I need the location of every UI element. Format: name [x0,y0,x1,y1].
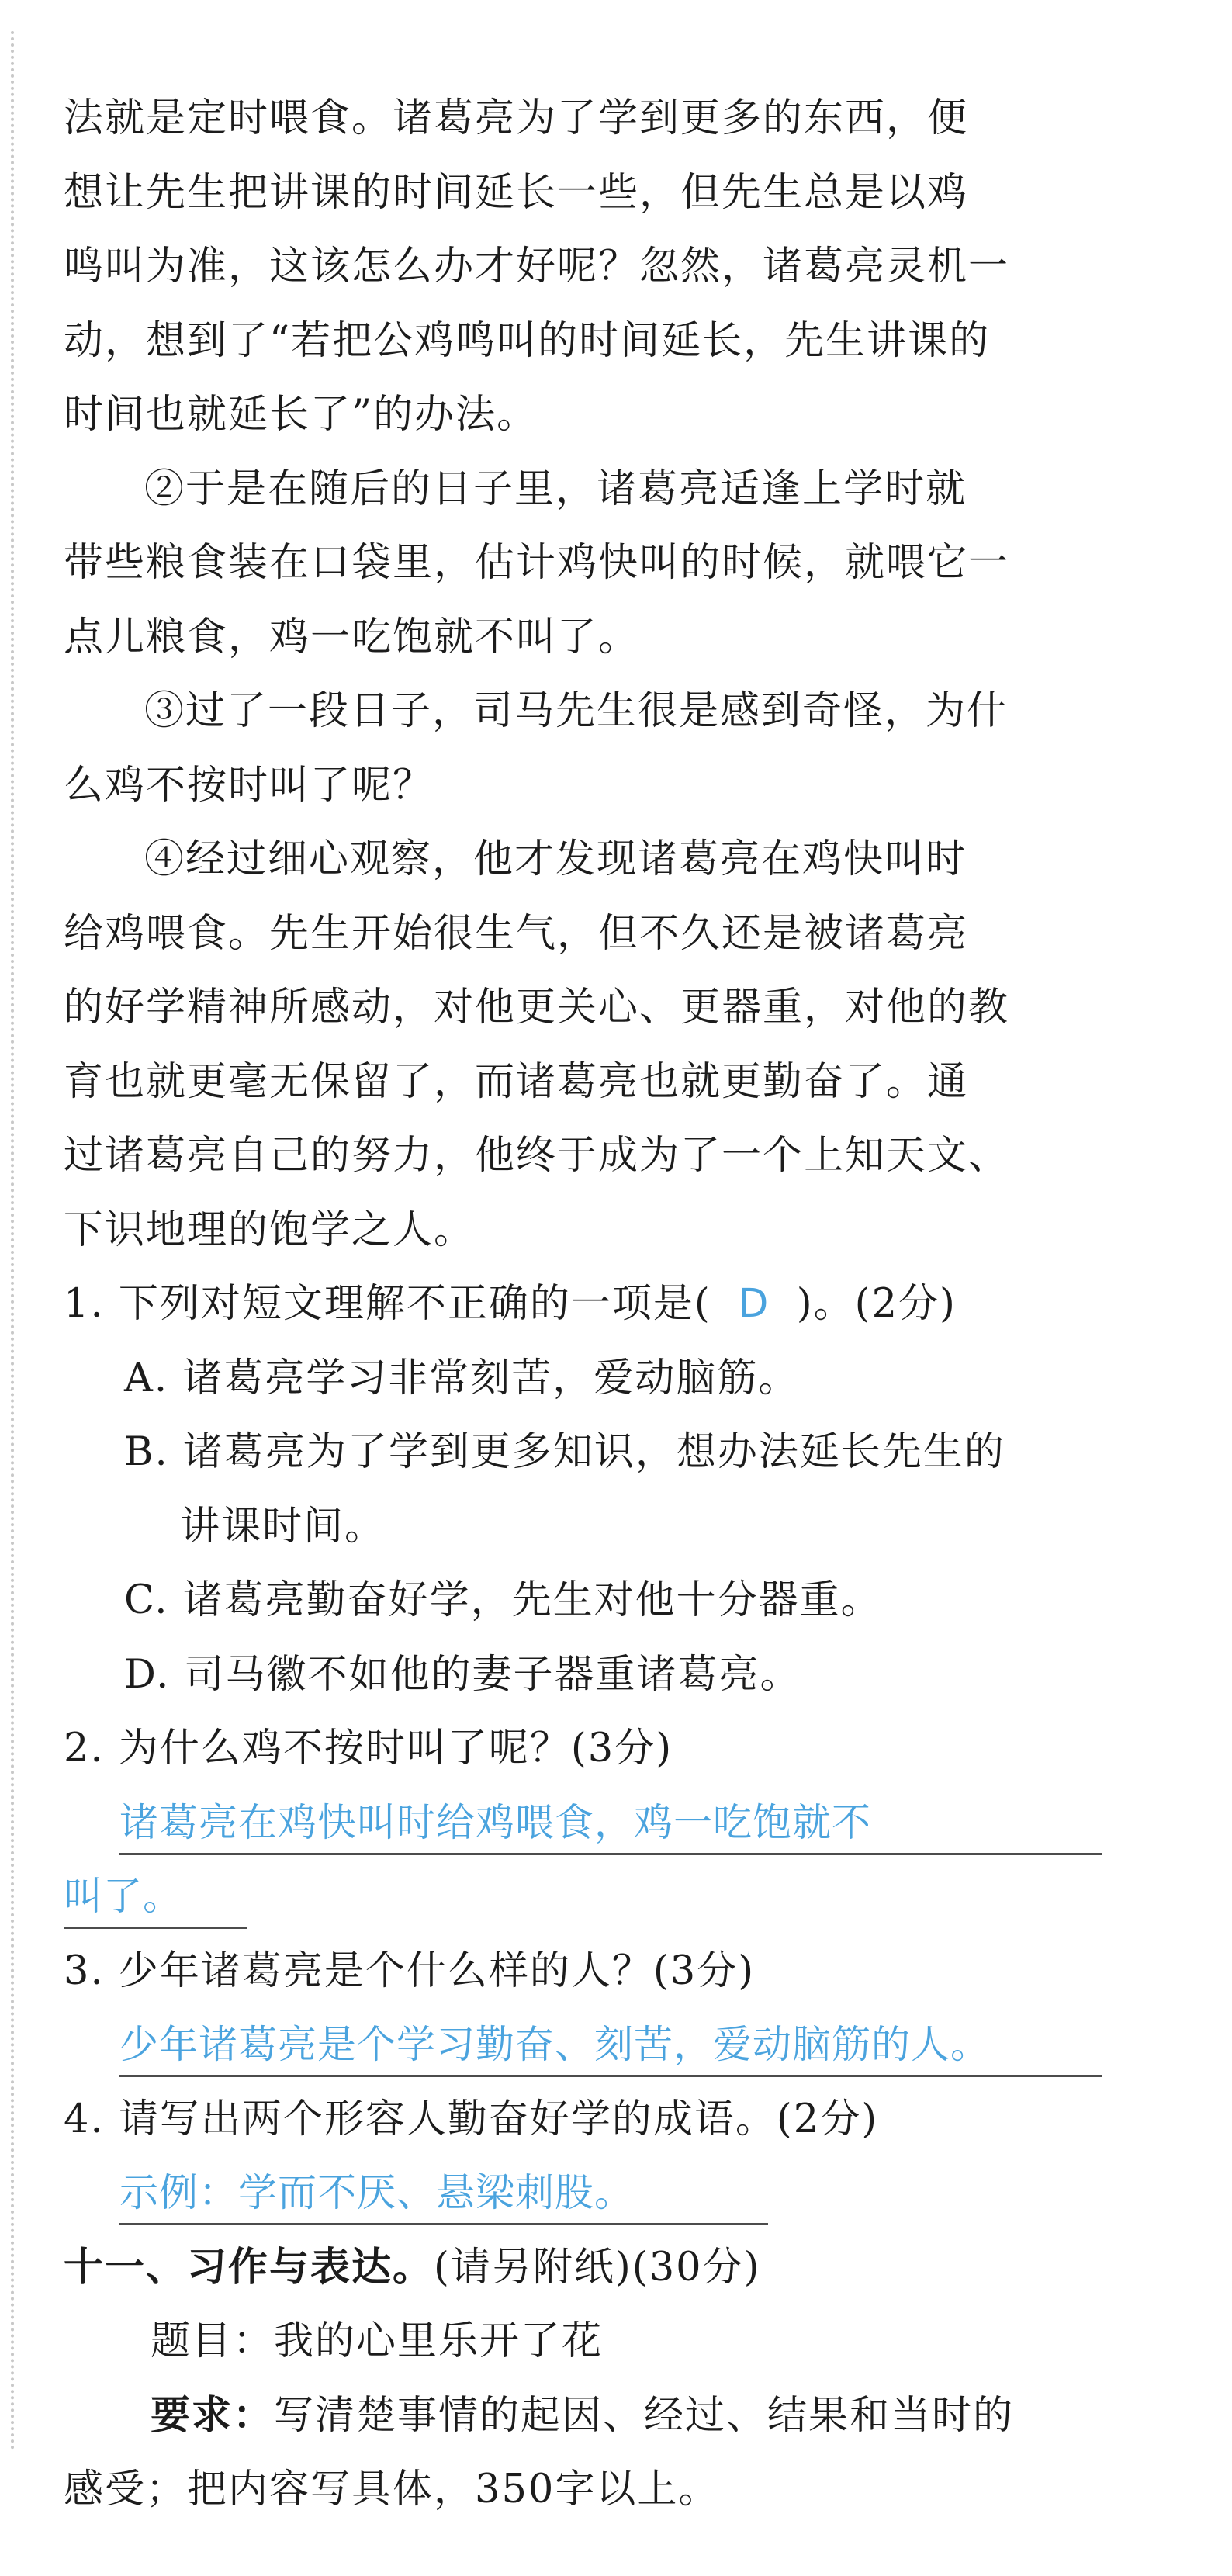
passage-line: ④经过细心观察，他才发现诸葛亮在鸡快叫时 [144,836,967,882]
passage-line: 的好学精神所感动，对他更关心、更器重，对他的教 [64,985,1010,1030]
passage-line: 动，想到了“若把公鸡鸣叫的时间延长，先生讲课的 [64,317,991,364]
question-3: 3. 少年诸葛亮是个什么样的人？(3分) [64,1948,756,1994]
question-2-answer-line1: 诸葛亮在鸡快叫时给鸡喂食，鸡一吃饱就不 [119,1792,1102,1855]
option-d: D. 司马徽不如他的妻子器重诸葛亮。 [124,1651,801,1698]
section-11-note: (请另附纸)(30分) [434,2244,761,2290]
question-2-answer-line2: 叫了。 [64,1866,247,1929]
essay-topic: 题目：我的心里乐开了花 [151,2318,604,2364]
passage-line: 过诸葛亮自己的努力，他终于成为了一个上知天文、 [64,1133,1010,1179]
passage-line: ③过了一段日子，司马先生很是感到奇怪，为什 [144,688,1009,734]
option-a: A. 诸葛亮学习非常刻苦，爱动脑筋。 [124,1355,800,1401]
question-1-answer: D [738,1281,770,1327]
passage-line: 点儿粮食，鸡一吃饱就不叫了。 [64,614,640,660]
passage-line: 么鸡不按时叫了呢？ [64,762,434,808]
passage-line: 给鸡喂食。先生开始很生气，但不久还是被诸葛亮 [64,910,969,957]
passage-line: 育也就更毫无保留了，而诸葛亮也就更勤奋了。通 [64,1058,969,1105]
question-3-answer: 少年诸葛亮是个学习勤奋、刻苦，爱动脑筋的人。 [119,2014,1102,2077]
passage-line: 想让先生把讲课的时间延长一些，但先生总是以鸡 [64,169,969,216]
essay-requirements-continued: 感受；把内容写具体，350字以上。 [64,2467,720,2512]
answer-line [64,2008,1095,2083]
question-4-answer: 示例：学而不厌、悬梁刺股。 [119,2162,768,2225]
passage-line: 时间也就延长了”的办法。 [64,392,538,438]
option-c: C. 诸葛亮勤奋好学，先生对他十分器重。 [124,1577,882,1623]
question-1-prefix: 1. 下列对短文理解不正确的一项是( [64,1281,711,1327]
passage-line: 带些粮食装在口袋里，估计鸡快叫的时候，就喂它一 [64,540,1010,586]
option-b-continued: 讲课时间。 [180,1503,386,1549]
requirements-text: 写清楚事情的起因、经过、结果和当时的 [274,2392,1015,2439]
passage-line: 法就是定时喂食。诸葛亮为了学到更多的东西，便 [64,95,969,141]
question-4: 4. 请写出两个形容人勤奋好学的成语。(2分) [64,2096,879,2142]
passage-line: 下识地理的饱学之人。 [64,1207,476,1253]
essay-requirements [64,2379,1095,2453]
passage-line: ②于是在随后的日子里，诸葛亮适逢上学时就 [144,466,967,512]
requirements-label: 要求： [151,2391,275,2439]
passage-line: 鸣叫为准，这该怎么办才好呢？忽然，诸葛亮灵机一 [64,244,1010,289]
worksheet-page [64,81,1095,2527]
answer-line [64,1860,1095,1934]
question-2: 2. 为什么鸡不按时叫了呢？(3分) [64,1726,673,1771]
binding-margin-line [11,31,14,2452]
section-11-heading [64,2231,1095,2305]
question-1 [64,1267,1095,1342]
section-11-title: 十一、习作与表达。 [64,2243,434,2290]
answer-line [64,1786,1095,1861]
answer-line [64,2156,1095,2231]
question-1-suffix: )。(2分) [796,1281,957,1327]
option-b: B. 诸葛亮为了学到更多知识，想办法延长先生的 [124,1429,1005,1475]
